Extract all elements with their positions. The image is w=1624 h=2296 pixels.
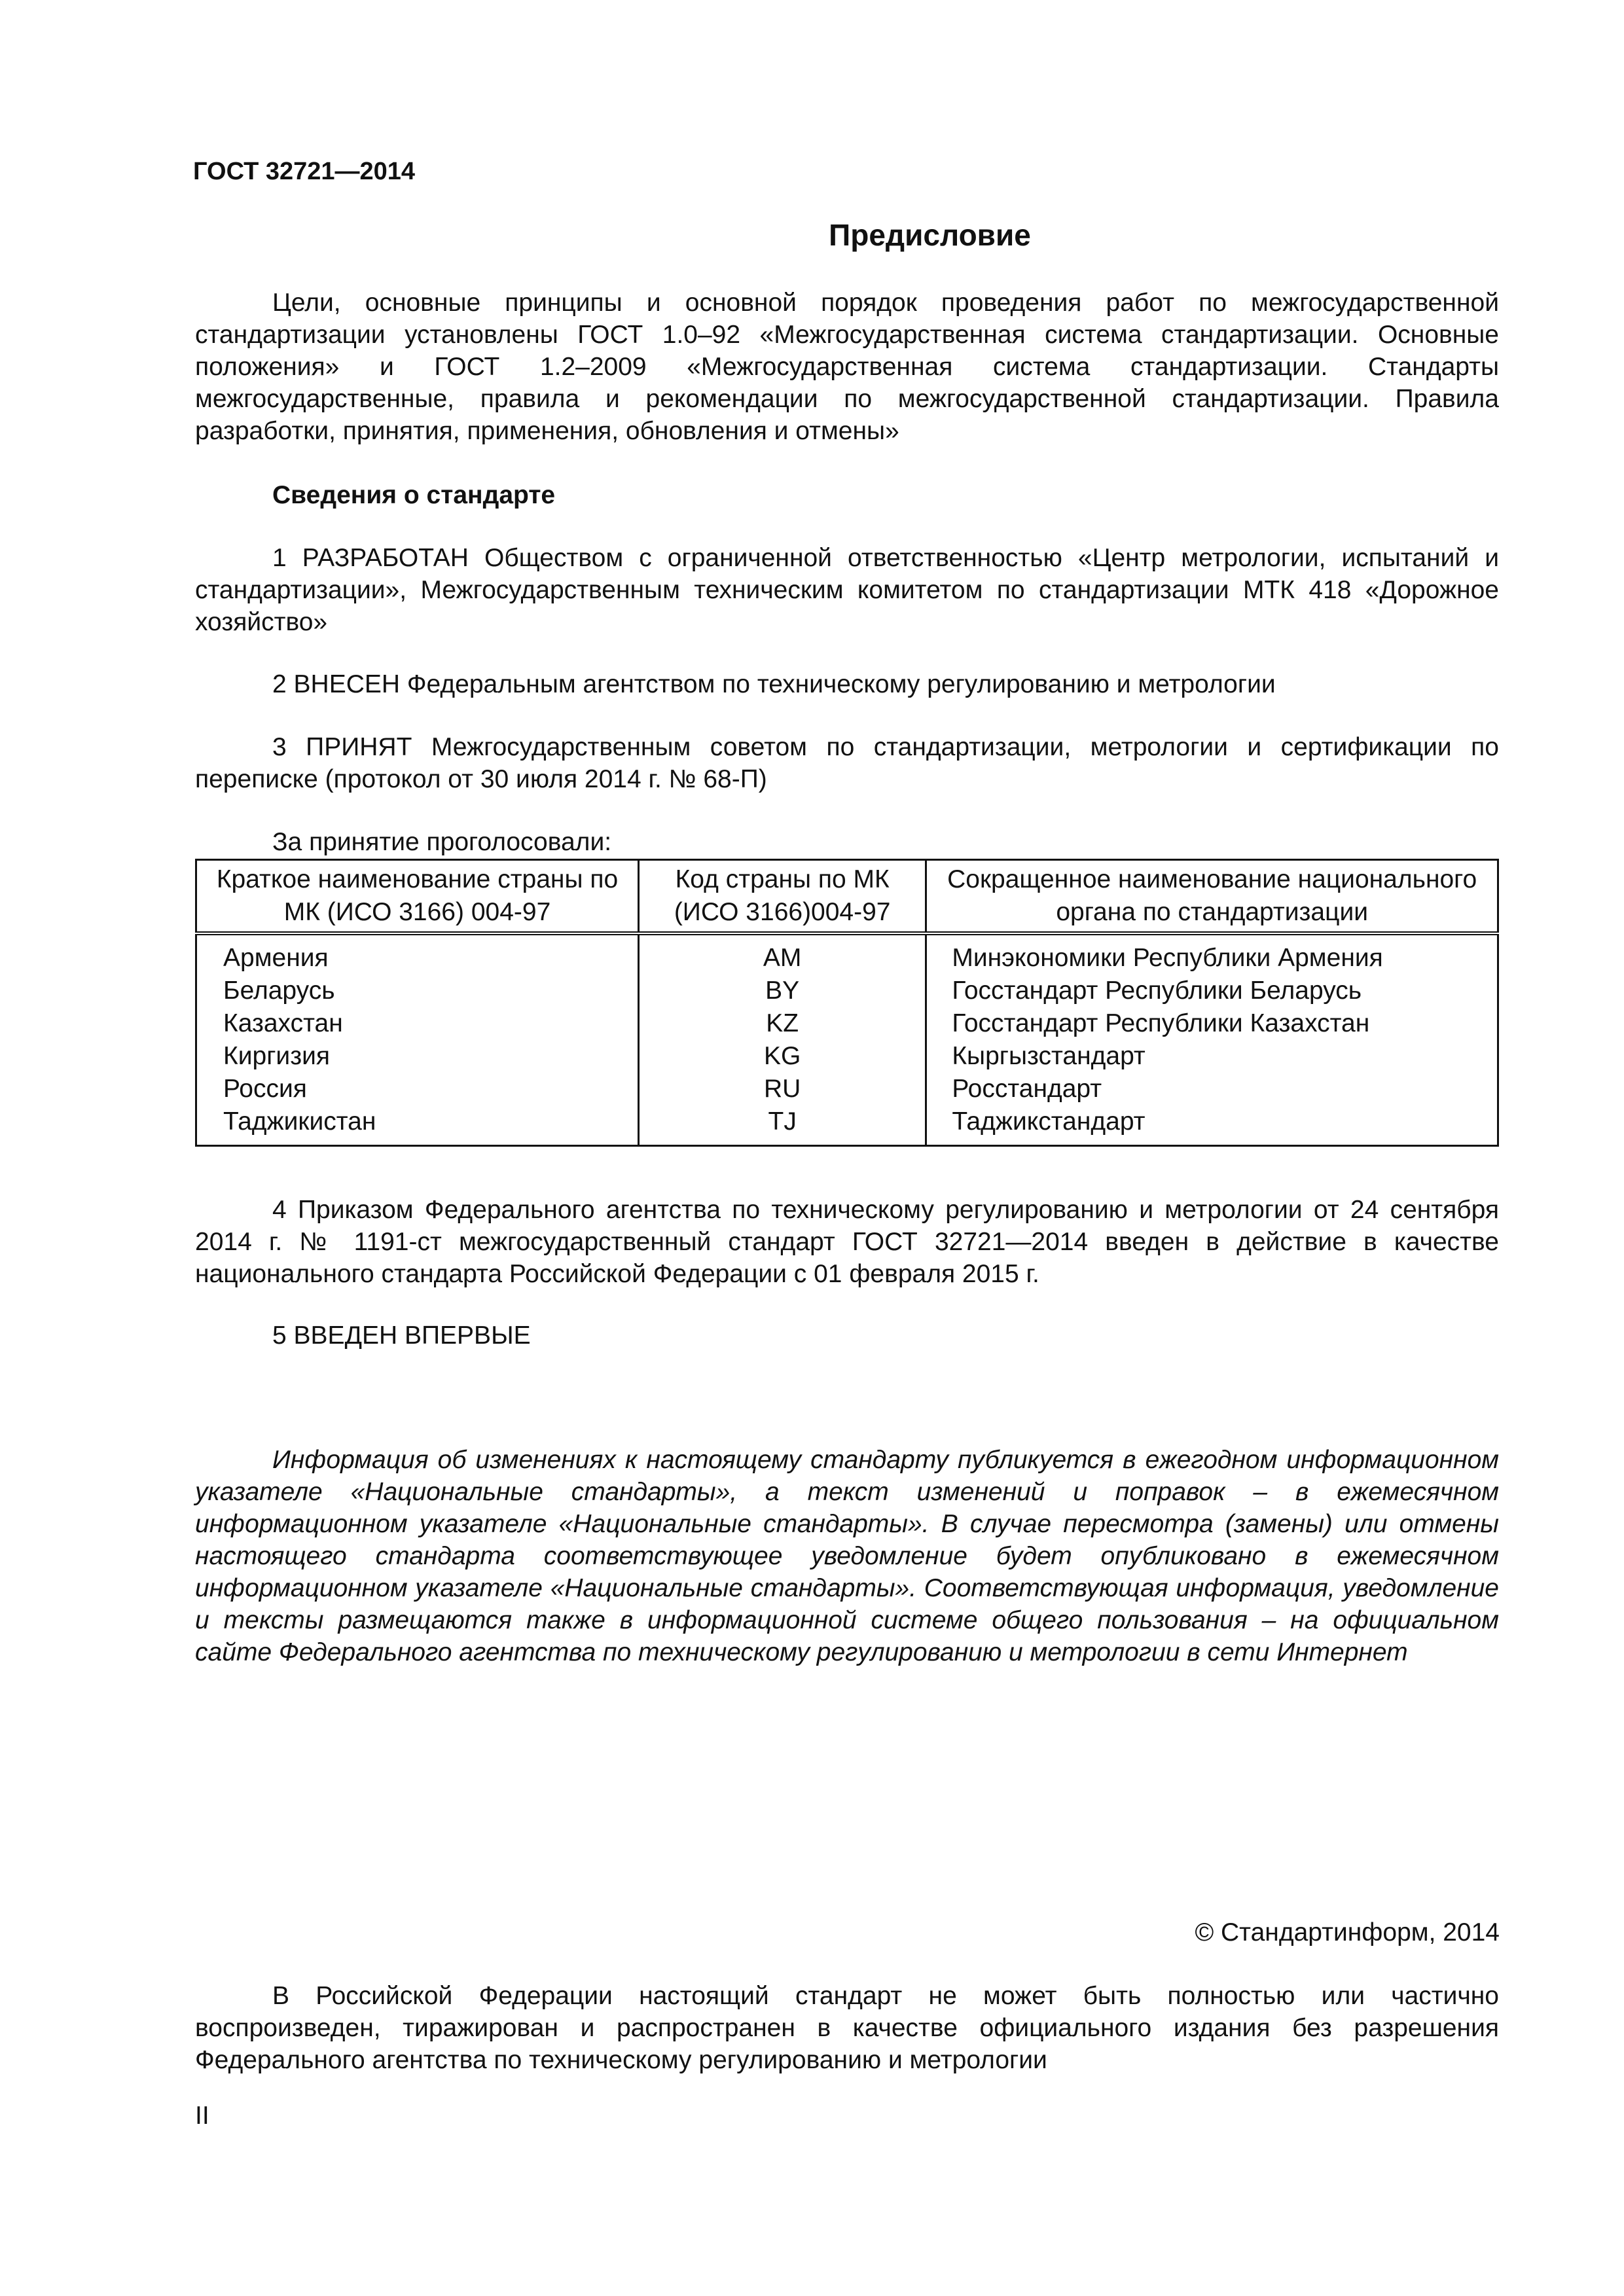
country-name-cell: Беларусь — [196, 975, 639, 1007]
item-2-submitted: 2 ВНЕСЕН Федеральным агентством по техническому регулированию и метрологии — [272, 670, 1276, 698]
changes-information-notice: Информация об изменениях к настоящему стандарту публикуется в ежегодном информационном указателе «Национальные стандарты», а текст изменений и поправок – в ежемесячном информационном указателе «Национальные стандарты». В случае пересмотра (замены) или отмены настоящего стандарта соответствующее уведомление будет опубликовано в ежемесячном информационном указателе «Национальные стандарты». Соответствующая информация, уведомление и тексты размещаются также в информационной системе общего пользования – на официальном сайте Федерального агентства по техническому регулированию и метрологии в сети Интернет — [195, 1446, 1499, 1666]
document-header: ГОСТ 32721—2014 — [193, 158, 416, 185]
table-row — [196, 1040, 1498, 1073]
country-name-cell: Казахстан — [196, 1007, 639, 1040]
table-row — [196, 933, 1498, 975]
table-row — [196, 1007, 1498, 1040]
national-body-cell: Кыргызстандарт — [926, 1040, 1498, 1073]
reproduction-notice: В Российской Федерации настоящий стандарт не может быть полностью или частично воспроизведен, тиражирован и распространен в качестве официального издания без разрешения Федерального агентства по техническому регулированию и метрологии — [195, 1982, 1499, 2074]
vote-label: За принятие проголосовали: — [272, 828, 612, 856]
table-row — [196, 1105, 1498, 1146]
country-name-cell: Россия — [196, 1073, 639, 1105]
country-code-cell: KZ — [638, 1007, 926, 1040]
country-name-cell: Киргизия — [196, 1040, 639, 1073]
intro-paragraph: Цели, основные принципы и основной порядок проведения работ по межгосударственной стандартизации установлены ГОСТ 1.0–92 «Межгосударственная система стандартизации. Основные положения» и ГОСТ 1.2–2009 «Межгосударственная система стандартизации. Стандарты межгосударственные, правила и рекомендации по межгосударственной стандартизации. Правила разработки, принятия, применения, обновления и отмены» — [195, 289, 1499, 445]
table-row — [196, 1073, 1498, 1105]
national-body-cell: Госстандарт Республики Беларусь — [926, 975, 1498, 1007]
country-code-cell: TJ — [638, 1105, 926, 1146]
country-code-cell: AM — [638, 933, 926, 975]
header-country-code: Код страны по МК (ИСО 3166)004-97 — [638, 860, 926, 934]
country-name-cell: Армения — [196, 933, 639, 975]
header-national-body: Сокращенное наименование национального органа по стандартизации — [926, 860, 1498, 934]
table-row — [196, 975, 1498, 1007]
table-header-row — [196, 860, 1498, 934]
item-4-order: 4 Приказом Федерального агентства по техническому регулированию и метрологии от 24 сентября 2014 г. № 1191-ст межгосударственный стандарт ГОСТ 32721—2014 введен в действие в качестве национального стандарта Российской Федерации с 01 февраля 2015 г. — [195, 1196, 1499, 1288]
header-country-name: Краткое наименование страны по МК (ИСО 3166) 004-97 — [196, 860, 639, 934]
national-body-cell: Госстандарт Республики Казахстан — [926, 1007, 1498, 1040]
national-body-cell: Минэкономики Республики Армения — [926, 933, 1498, 975]
section-heading: Сведения о стандарте — [272, 481, 556, 509]
voting-table — [195, 859, 1499, 1147]
country-code-cell: RU — [638, 1073, 926, 1105]
country-code-cell: KG — [638, 1040, 926, 1073]
item-1-developer: 1 РАЗРАБОТАН Обществом с ограниченной ответственностью «Центр метрологии, испытаний и стандартизации», Межгосударственным техническим комитетом по стандартизации МТК 418 «Дорожное хозяйство» — [195, 544, 1499, 636]
page-number: II — [195, 2102, 209, 2130]
national-body-cell: Росстандарт — [926, 1073, 1498, 1105]
page-title: Предисловие — [829, 218, 1031, 252]
country-name-cell: Таджикистан — [196, 1105, 639, 1146]
item-3-adopted: 3 ПРИНЯТ Межгосударственным советом по стандартизации, метрологии и сертификации по переписке (протокол от 30 июля 2014 г. № 68-П) — [195, 733, 1499, 793]
country-code-cell: BY — [638, 975, 926, 1007]
national-body-cell: Таджикстандарт — [926, 1105, 1498, 1146]
copyright-notice: © Стандартинформ, 2014 — [1195, 1918, 1500, 1946]
item-5-introduced: 5 ВВЕДЕН ВПЕРВЫЕ — [272, 1321, 531, 1350]
